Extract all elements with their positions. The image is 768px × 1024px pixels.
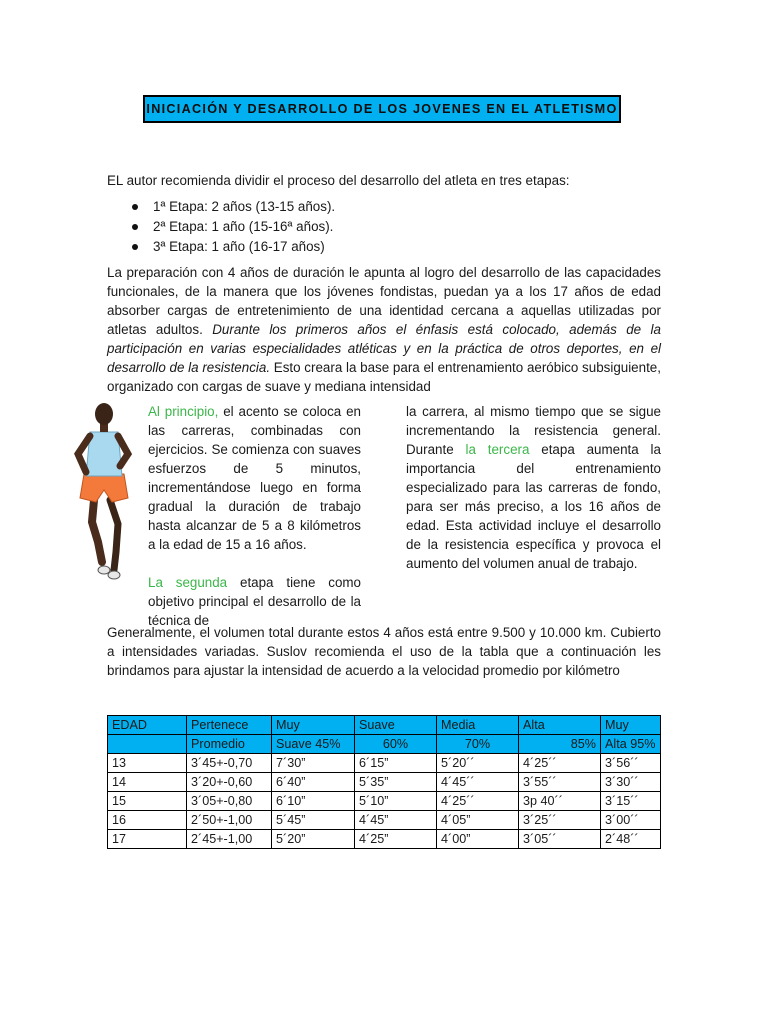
- table-header-row: Promedio Suave 45% 60% 70% 85% Alta 95%: [108, 735, 661, 754]
- stage-three-label: la tercera: [465, 442, 530, 457]
- stages-list: [107, 197, 335, 257]
- italic-emphasis: Durante los primeros años el énfasis está colocado, además de la participación en varias especialidades atléticas y en la práctica de otros deportes, en el desarrollo de la resistencia.: [107, 322, 661, 375]
- table-row: 15 3´05+-0,80 6´10” 5´10” 4´25´´ 3p 40´´ 3´15´´: [108, 792, 661, 811]
- bullet-icon: [132, 224, 138, 230]
- pace-table: [107, 715, 661, 849]
- stage-item: 2ª Etapa: 1 año (15-16ª años).: [107, 217, 335, 237]
- runner-illustration: [66, 402, 144, 582]
- table-row: 16 2´50+-1,00 5´45” 4´45” 4´05” 3´25´´ 3´00´´: [108, 811, 661, 830]
- column-right: la carrera, al mismo tiempo que se sigue incrementando la resistencia general. Durante la tercera etapa aumenta la importancia del entrenamiento especializado para las carreras de fondo, para ser más preciso, a los 16 años de edad. Esta actividad incluye el desarrollo de la resistencia específica y provoca el aumento del volumen anual de trabajo.: [406, 404, 661, 571]
- table-row: 17 2´45+-1,00 5´20” 4´25” 4´00” 3´05´´ 2´48´´: [108, 830, 661, 849]
- document-title-box: [143, 95, 621, 123]
- stage-one-label: Al principio,: [148, 404, 219, 419]
- paragraph-preparation: La preparación con 4 años de duración le apunta al logro del desarrollo de las capacidades funcionales, de la manera que los jóvenes fondistas, puedan ya a los 17 años de edad absorber cargas de entretenimiento de una identidad cercana a aquellas utilizadas por atletas adultos. Durante los primeros años el énfasis está colocado, además de la participación en varias especialidades atléticas y en la práctica de otros deportes, en el desarrollo de la resistencia. Esto creara la base para el entrenamiento aeróbico subsiguiente, organizado con cargas de suave y mediana intensidad: [107, 265, 661, 394]
- stage-item: 3ª Etapa: 1 año (16-17 años): [107, 237, 335, 257]
- intro-text: EL autor recomienda dividir el proceso del desarrollo del atleta en tres etapas:: [107, 173, 570, 188]
- bullet-icon: [132, 204, 138, 210]
- stage-item: 1ª Etapa: 2 años (13-15 años).: [107, 197, 335, 217]
- table-row: 13 3´45+-0,70 7´30” 6´15” 5´20´´ 4´25´´ 3´56´´: [108, 754, 661, 773]
- paragraph-volume: Generalmente, el volumen total durante estos 4 años está entre 9.500 y 10.000 km. Cubierto a intensidades variadas. Suslov recomienda el uso de la tabla que a continuación les brindamos para ajustar la intensidad de acuerdo a la velocidad promedio por kilómetro: [107, 625, 661, 678]
- table-row: 14 3´20+-0,60 6´40” 5´35” 4´45´´ 3´55´´ 3´30´´: [108, 773, 661, 792]
- bullet-icon: [132, 244, 138, 250]
- table-header-row: EDAD Pertenece Muy Suave Media Alta Muy: [108, 716, 661, 735]
- document-title: INICIACIÓN Y DESARROLLO DE LOS JOVENES EN EL ATLETISMO: [146, 102, 618, 116]
- column-left: Al principio, el acento se coloca en las carreras, combinadas con ejercicios. Se comienza con suaves esfuerzos de 5 minutos, incrementándose luego en forma gradual la duración de trabajo hasta alcanzar de 5 a 8 kilómetros a la edad de 15 a 16 años. La segunda etapa tiene como objetivo principal el desarrollo de la técnica de: [148, 404, 361, 628]
- stage-two-label: La segunda: [148, 575, 228, 590]
